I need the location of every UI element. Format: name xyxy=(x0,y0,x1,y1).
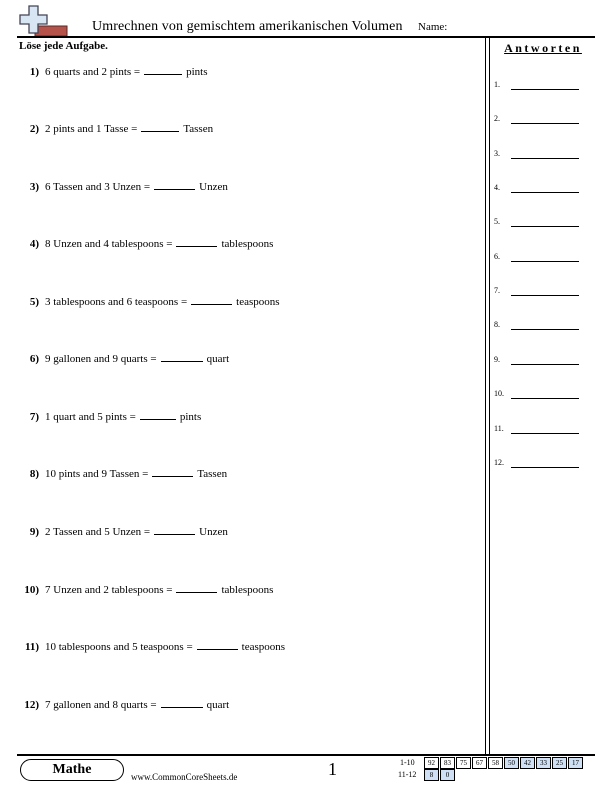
answer-row xyxy=(494,217,594,231)
problem-item xyxy=(14,640,285,653)
problem-text: 10 tablespoons and 5 teaspoons = xyxy=(45,641,193,653)
answer-line[interactable] xyxy=(511,89,579,90)
score-cell: 92 xyxy=(424,757,439,769)
problem-item xyxy=(14,65,208,78)
answer-blank[interactable] xyxy=(154,525,195,535)
instructions: Löse jede Aufgabe. xyxy=(19,40,108,52)
name-label: Name: xyxy=(418,21,448,33)
answer-number: 1. xyxy=(494,80,500,89)
answer-blank[interactable] xyxy=(191,295,232,305)
answer-row xyxy=(494,424,594,438)
problem-text: 9 gallonen and 9 quarts = xyxy=(45,353,157,365)
page-number: 1 xyxy=(328,759,337,779)
answer-line[interactable] xyxy=(511,295,579,296)
score-row-label: 1-10 xyxy=(400,758,415,767)
answer-row xyxy=(494,389,594,403)
problem-unit: teaspoons xyxy=(241,641,286,653)
answer-blank[interactable] xyxy=(176,237,217,247)
answer-blank[interactable] xyxy=(154,180,195,190)
problem-text: 7 gallonen and 8 quarts = xyxy=(45,699,157,711)
answer-number: 2. xyxy=(494,114,500,123)
answer-line[interactable] xyxy=(511,364,579,365)
answer-line[interactable] xyxy=(511,329,579,330)
problem-item xyxy=(14,295,280,308)
problem-item xyxy=(14,122,213,135)
answer-blank[interactable] xyxy=(161,698,203,708)
answer-blank[interactable] xyxy=(176,583,217,593)
answer-line[interactable] xyxy=(511,467,579,468)
problem-unit: pints xyxy=(179,411,202,423)
answer-number: 6. xyxy=(494,252,500,261)
plus-math-icon xyxy=(17,4,69,38)
answer-row xyxy=(494,286,594,300)
score-cell: 0 xyxy=(440,769,455,781)
problem-text: 2 pints and 1 Tasse = xyxy=(45,123,138,135)
answer-line[interactable] xyxy=(511,433,579,434)
problem-number: 2) xyxy=(29,123,39,135)
score-cell: 17 xyxy=(568,757,583,769)
problem-item xyxy=(14,583,273,596)
column-divider xyxy=(489,37,490,755)
score-cell: 75 xyxy=(456,757,471,769)
problem-unit: Tassen xyxy=(183,123,214,135)
problem-item xyxy=(14,525,228,538)
problem-item xyxy=(14,698,229,711)
score-cell: 8 xyxy=(424,769,439,781)
answer-row xyxy=(494,320,594,334)
problem-number: 7) xyxy=(29,411,39,423)
answers-title: Antworten xyxy=(504,41,582,55)
answer-number: 11. xyxy=(494,424,504,433)
problem-unit: Tassen xyxy=(197,468,228,480)
problem-item xyxy=(14,180,228,193)
answer-blank[interactable] xyxy=(141,122,179,132)
problem-unit: Unzen xyxy=(199,181,228,193)
problem-number: 12) xyxy=(24,699,39,711)
worksheet-title: Umrechnen von gemischtem amerikanischen Volumen xyxy=(92,19,403,34)
answer-row xyxy=(494,183,594,197)
answer-line[interactable] xyxy=(511,261,579,262)
header-rule xyxy=(17,36,595,38)
website-link[interactable]: www.CommonCoreSheets.de xyxy=(131,772,238,782)
problem-number: 8) xyxy=(29,468,39,480)
footer-rule xyxy=(17,754,595,756)
answer-number: 10. xyxy=(494,389,504,398)
answer-number: 12. xyxy=(494,458,504,467)
score-cell: 25 xyxy=(552,757,567,769)
problem-unit: quart xyxy=(206,699,230,711)
problem-text: 6 quarts and 2 pints = xyxy=(45,66,141,78)
problem-number: 11) xyxy=(24,641,39,653)
answer-blank[interactable] xyxy=(197,640,238,650)
problem-unit: tablespoons xyxy=(221,238,274,250)
answer-number: 7. xyxy=(494,286,500,295)
answer-blank[interactable] xyxy=(161,352,203,362)
problem-text: 2 Tassen and 5 Unzen = xyxy=(45,526,151,538)
problem-number: 6) xyxy=(29,353,39,365)
problem-item xyxy=(14,237,273,250)
answer-line[interactable] xyxy=(511,123,579,124)
problem-text: 1 quart and 5 pints = xyxy=(45,411,136,423)
score-cell: 33 xyxy=(536,757,551,769)
column-divider xyxy=(485,37,486,755)
score-row-label: 11-12 xyxy=(398,770,417,779)
answer-row xyxy=(494,149,594,163)
answer-number: 8. xyxy=(494,320,500,329)
score-cell: 58 xyxy=(488,757,503,769)
answer-number: 9. xyxy=(494,355,500,364)
problem-unit: Unzen xyxy=(199,526,228,538)
answer-line[interactable] xyxy=(511,226,579,227)
answer-blank[interactable] xyxy=(144,65,182,75)
problem-text: 3 tablespoons and 6 teaspoons = xyxy=(45,296,188,308)
score-cell: 42 xyxy=(520,757,535,769)
problem-text: 7 Unzen and 2 tablespoons = xyxy=(45,584,173,596)
score-cell: 50 xyxy=(504,757,519,769)
answer-row xyxy=(494,355,594,369)
problem-number: 3) xyxy=(29,181,39,193)
problem-text: 10 pints and 9 Tassen = xyxy=(45,468,149,480)
problem-unit: tablespoons xyxy=(221,584,274,596)
problem-unit: teaspoons xyxy=(236,296,280,308)
answer-row xyxy=(494,458,594,472)
answer-blank[interactable] xyxy=(140,410,176,420)
answer-line[interactable] xyxy=(511,192,579,193)
answer-row xyxy=(494,252,594,266)
problem-text: 8 Unzen and 4 tablespoons = xyxy=(45,238,173,250)
answer-line[interactable] xyxy=(511,158,579,159)
problem-item xyxy=(14,352,229,365)
answer-row xyxy=(494,80,594,94)
problem-text: 6 Tassen and 3 Unzen = xyxy=(45,181,151,193)
problem-unit: pints xyxy=(186,66,208,78)
answer-blank[interactable] xyxy=(152,467,193,477)
answer-number: 5. xyxy=(494,217,500,226)
score-cell: 67 xyxy=(472,757,487,769)
problem-number: 9) xyxy=(29,526,39,538)
problem-number: 4) xyxy=(29,238,39,250)
problem-unit: quart xyxy=(206,353,230,365)
problem-item xyxy=(14,467,227,480)
score-cell: 83 xyxy=(440,757,455,769)
problem-item xyxy=(14,410,201,423)
answer-line[interactable] xyxy=(511,398,579,399)
answer-row xyxy=(494,114,594,128)
problem-number: 1) xyxy=(29,66,39,78)
subject-badge: Mathe xyxy=(20,759,124,781)
answer-number: 4. xyxy=(494,183,500,192)
problem-number: 10) xyxy=(24,584,39,596)
problem-number: 5) xyxy=(29,296,39,308)
answer-number: 3. xyxy=(494,149,500,158)
